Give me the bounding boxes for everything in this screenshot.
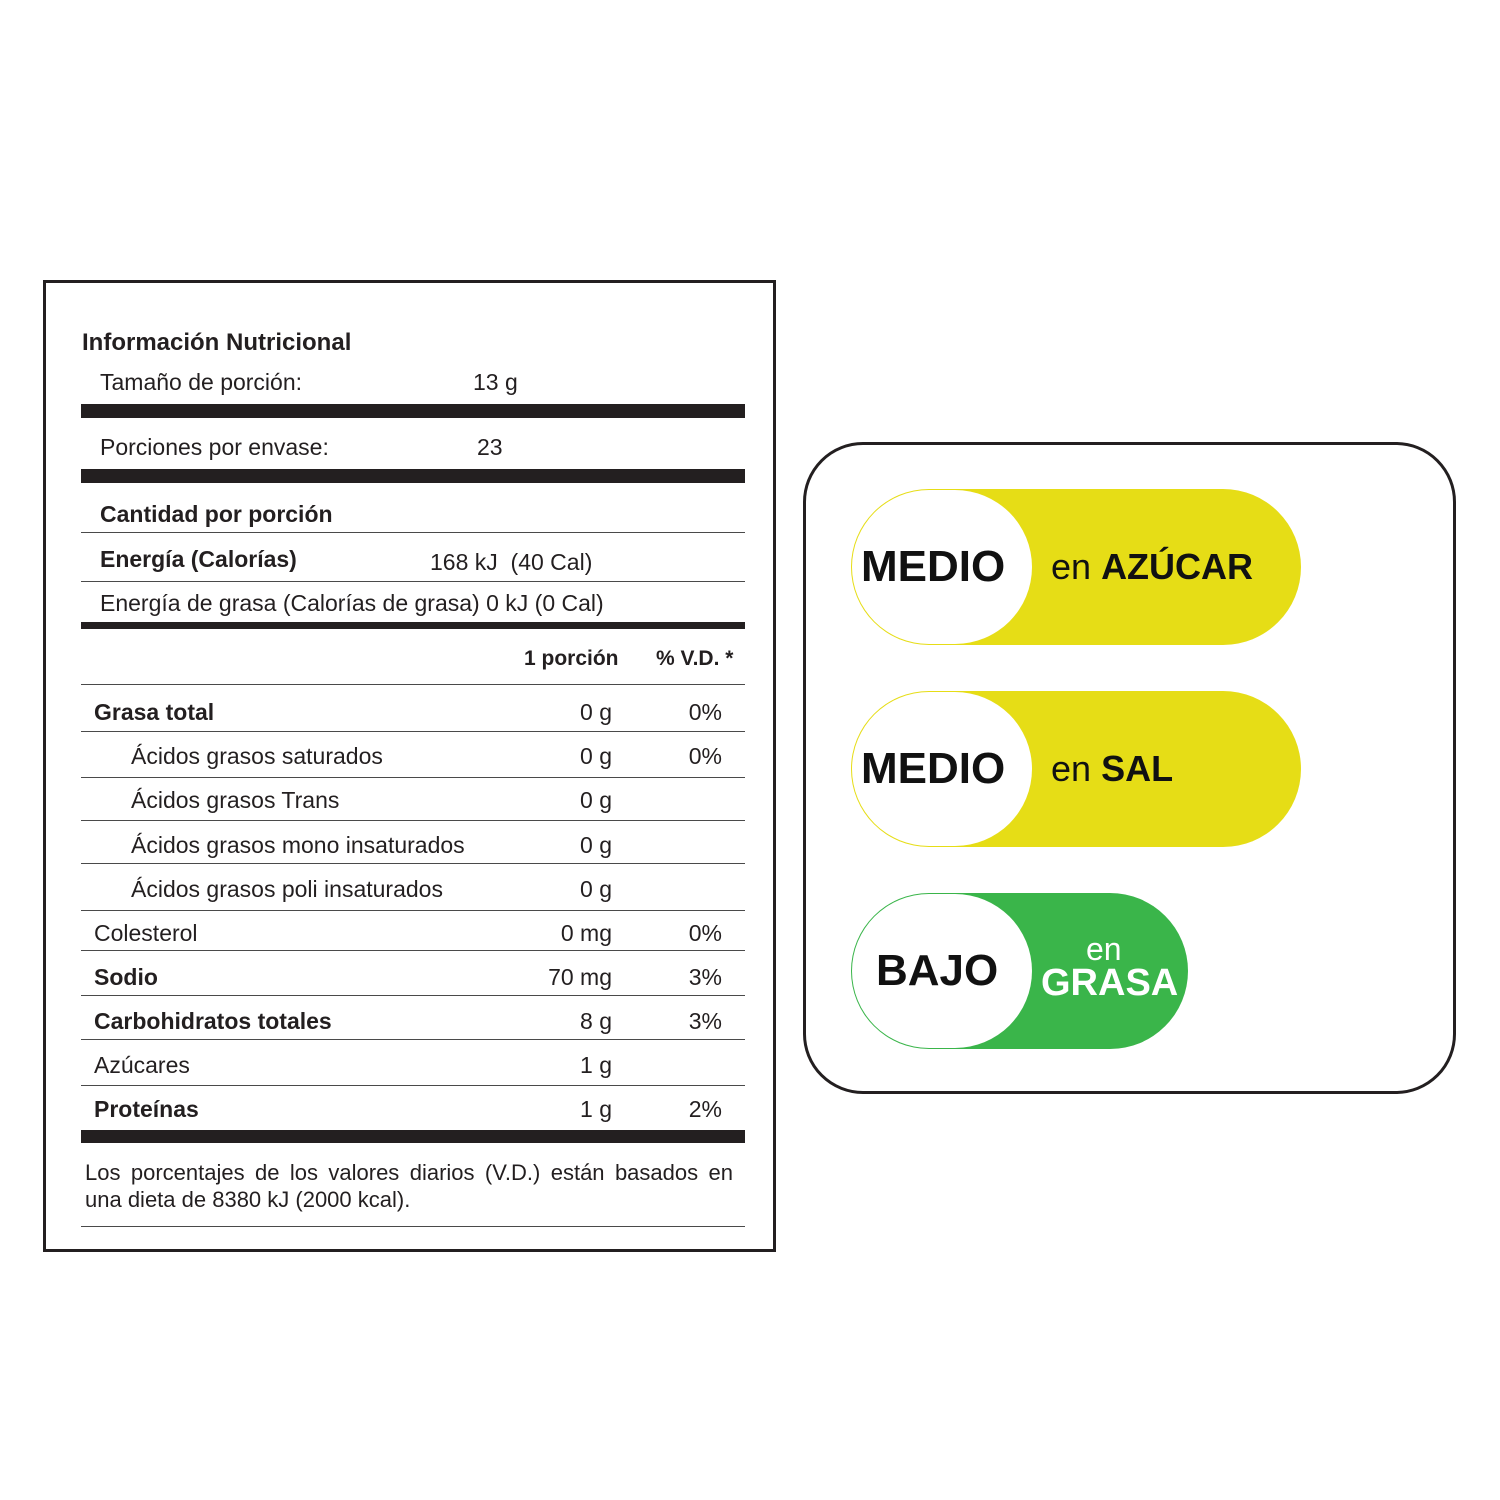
nutrient-label: Proteínas [94, 1096, 199, 1122]
seal-nutrient: GRASA [1041, 962, 1179, 1004]
seal-nutrient: AZÚCAR [1101, 546, 1254, 587]
warning-seal-sugar [851, 489, 1301, 645]
divider-thin [81, 863, 745, 864]
seal-nutrient-text [1051, 691, 1173, 847]
divider-thin [81, 910, 745, 911]
servings-per-container-label: Porciones por envase: [100, 434, 329, 460]
nutrient-value: 1 g [580, 1052, 612, 1078]
nutrient-value: 0 g [580, 876, 612, 902]
seal-level-text: MEDIO [861, 542, 1006, 591]
energy-label: Energía (Calorías) [100, 546, 297, 572]
nutrient-value: 8 g [580, 1008, 612, 1034]
serving-size-label: Tamaño de porción: [100, 369, 303, 395]
nutrient-label: Ácidos grasos poli insaturados [131, 876, 443, 902]
nutrient-daily-value: 0% [688, 920, 722, 946]
daily-value-footnote: Los porcentajes de los valores diarios (V.D.) están basados en una dieta de 8380 kJ (2000 kcal). [85, 1160, 733, 1212]
divider-thick [81, 622, 745, 629]
nutrition-facts-panel [43, 280, 776, 1252]
serving-size-value: 13 g [473, 369, 518, 395]
front-label-warnings-box [803, 442, 1456, 1094]
nutrient-value: 0 g [580, 832, 612, 858]
divider-thick [81, 469, 745, 483]
divider-thin [81, 731, 745, 732]
nutrient-daily-value: 2% [688, 1096, 722, 1122]
nutrient-label: Colesterol [94, 920, 198, 946]
divider-thin [81, 1039, 745, 1040]
divider-thin [81, 950, 745, 951]
nutrient-value: 0 g [580, 787, 612, 813]
seal-prep: en [1086, 931, 1122, 967]
nutrient-value: 0 g [580, 699, 612, 725]
nutrient-value: 1 g [580, 1096, 612, 1122]
seal-prep: en [1051, 546, 1092, 587]
column-header-portion: 1 porción [524, 647, 619, 670]
seal-nutrient: SAL [1101, 748, 1174, 789]
divider-thin [81, 820, 745, 821]
energy-value: 168 kJ (40 Cal) [430, 549, 593, 575]
divider-thin [81, 581, 745, 582]
seal-level-text: MEDIO [861, 744, 1006, 793]
column-header-daily-value: % V.D. * [656, 647, 734, 670]
nutrient-value: 70 mg [548, 964, 612, 990]
nutrient-label: Ácidos grasos saturados [131, 743, 383, 769]
nutrient-daily-value: 3% [688, 1008, 722, 1034]
nutrient-label: Grasa total [94, 699, 215, 725]
divider-thick [81, 404, 745, 418]
seal-prep: en [1051, 748, 1092, 789]
divider-thin [81, 777, 745, 778]
seal-level-text: BAJO [876, 946, 999, 995]
divider-thin [81, 1085, 745, 1086]
divider-thin [81, 684, 745, 685]
nutrient-label: Sodio [94, 964, 158, 990]
divider-thick [81, 1130, 745, 1143]
nutrient-label: Carbohidratos totales [94, 1008, 332, 1034]
servings-per-container-value: 23 [477, 434, 503, 460]
nutrient-daily-value: 0% [688, 743, 722, 769]
nutrient-label: Azúcares [94, 1052, 190, 1078]
nutrient-value: 0 g [580, 743, 612, 769]
nutrient-daily-value: 0% [688, 699, 722, 725]
nutrition-title: Información Nutricional [82, 329, 352, 356]
warning-seal-fat [851, 893, 1188, 1049]
divider-thin [81, 995, 745, 996]
divider-thin [81, 1226, 745, 1227]
nutrient-value: 0 mg [560, 920, 612, 946]
amount-per-serving-header: Cantidad por porción [100, 501, 333, 527]
fat-energy: Energía de grasa (Calorías de grasa) 0 kJ (0 Cal) [100, 590, 604, 616]
nutrient-label: Ácidos grasos Trans [131, 787, 340, 813]
warning-seal-salt [851, 691, 1301, 847]
nutrient-daily-value: 3% [688, 964, 722, 990]
divider-thin [81, 532, 745, 533]
nutrient-label: Ácidos grasos mono insaturados [131, 832, 465, 858]
seal-nutrient-text [1051, 489, 1253, 645]
